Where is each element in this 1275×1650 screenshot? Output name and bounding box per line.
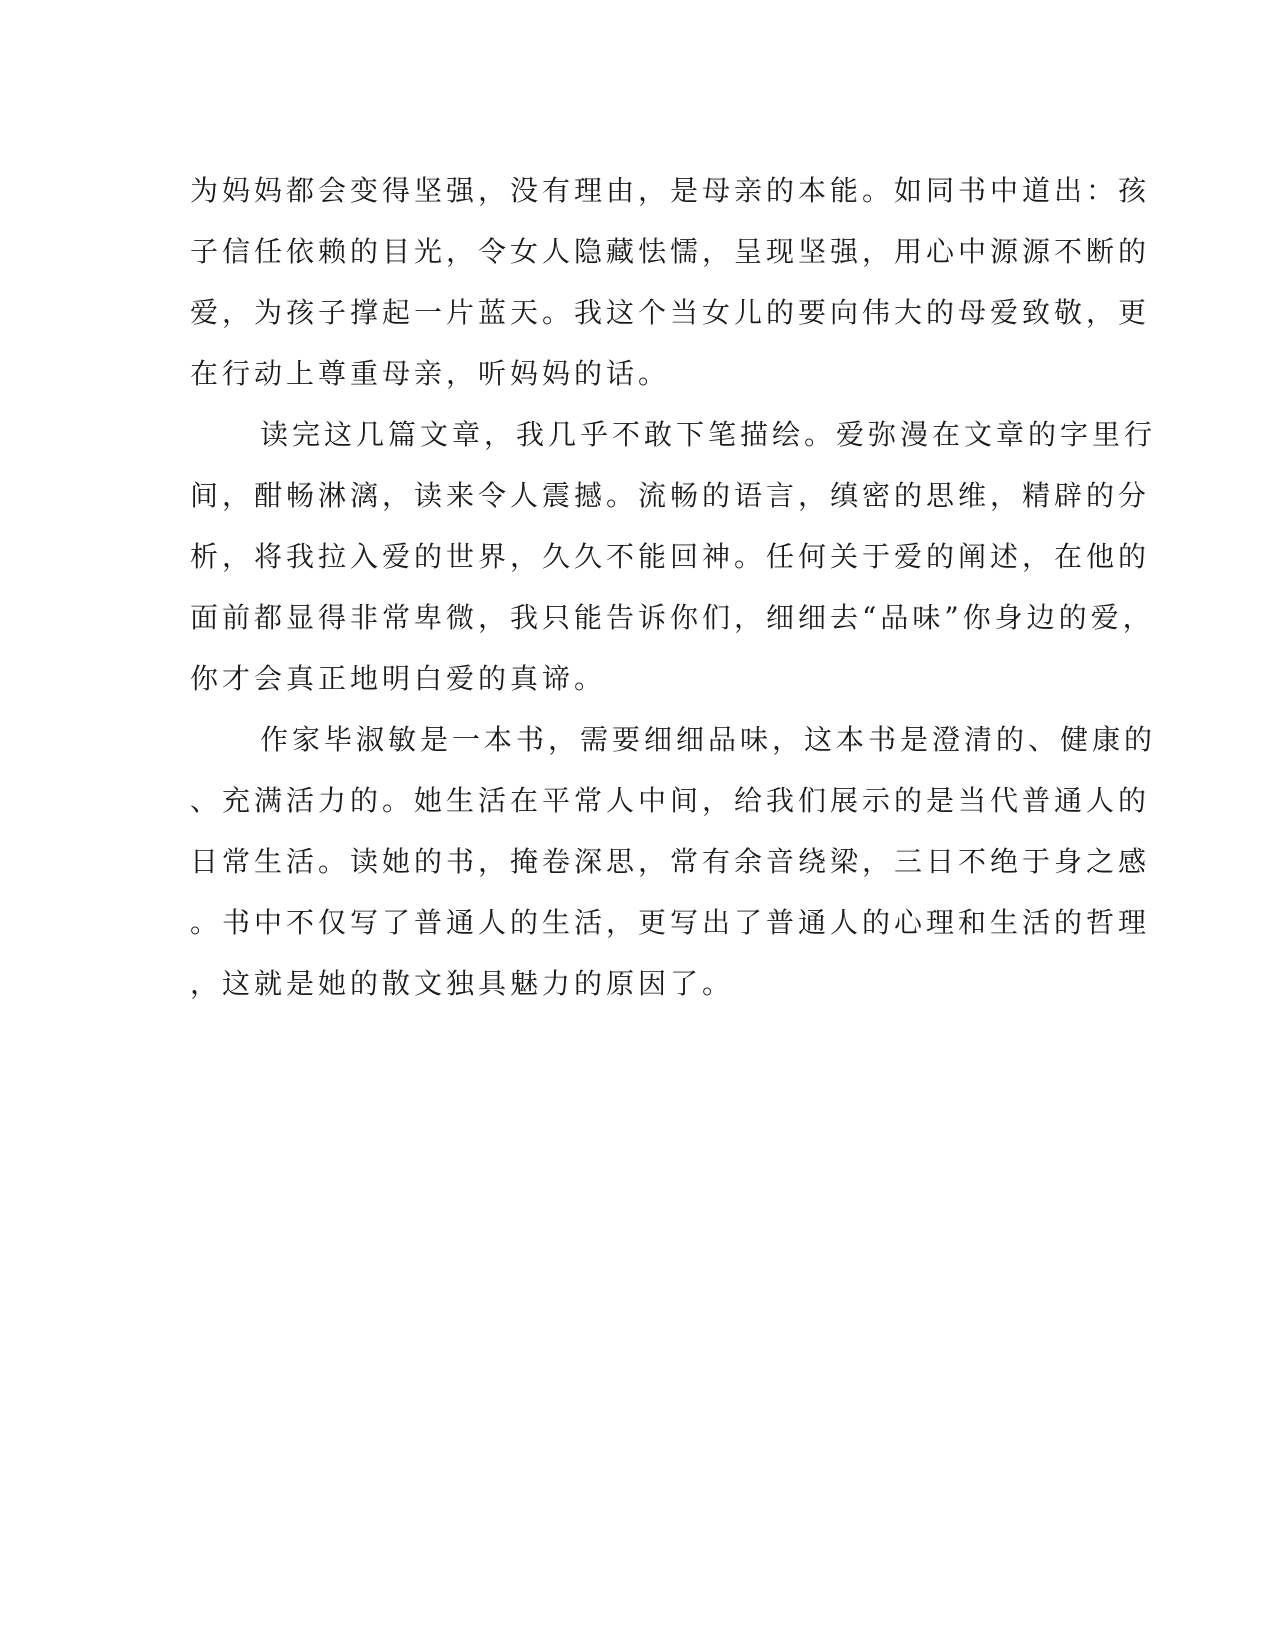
paragraph-line: 子信任依赖的目光，令女人隐藏怯懦，呈现坚强，用心中源源不断的: [190, 235, 1151, 268]
paragraph-line: 在行动上尊重母亲，听妈妈的话。: [190, 357, 671, 390]
paragraph-line: ，这就是她的散文独具魅力的原因了。: [190, 967, 735, 1000]
paragraph-line: 读完这几篇文章，我几乎不敢下笔描绘。爱弥漫在文章的字里行: [260, 418, 1157, 451]
paragraph-3: [190, 709, 1157, 1014]
paragraph-2: [190, 404, 1157, 709]
paragraph-line: 间，酣畅淋漓，读来令人震撼。流畅的语言，缜密的思维，精辟的分: [190, 479, 1151, 512]
paragraph-line: 。书中不仅写了普通人的生活，更写出了普通人的心理和生活的哲理: [190, 906, 1151, 939]
paragraph-line: 你才会真正地明白爱的真谛。: [190, 662, 607, 695]
paragraph-1: [190, 160, 1151, 404]
paragraph-line: 日常生活。读她的书，掩卷深思，常有余音绕梁，三日不绝于身之感: [190, 845, 1151, 878]
paragraph-line: 面前都显得非常卑微，我只能告诉你们，细细去“品味”你身边的爱，: [190, 601, 1155, 634]
paragraph-line: 为妈妈都会变得坚强，没有理由，是母亲的本能。如同书中道出：孩: [190, 174, 1151, 207]
document-body: [190, 160, 1157, 1014]
paragraph-line: 作家毕淑敏是一本书，需要细细品味，这本书是澄清的、健康的: [260, 723, 1157, 756]
paragraph-line: 析，将我拉入爱的世界，久久不能回神。任何关于爱的阐述，在他的: [190, 540, 1151, 573]
paragraph-line: 、充满活力的。她生活在平常人中间，给我们展示的是当代普通人的: [190, 784, 1151, 817]
paragraph-line: 爱，为孩子撑起一片蓝天。我这个当女儿的要向伟大的母爱致敬，更: [190, 296, 1151, 329]
